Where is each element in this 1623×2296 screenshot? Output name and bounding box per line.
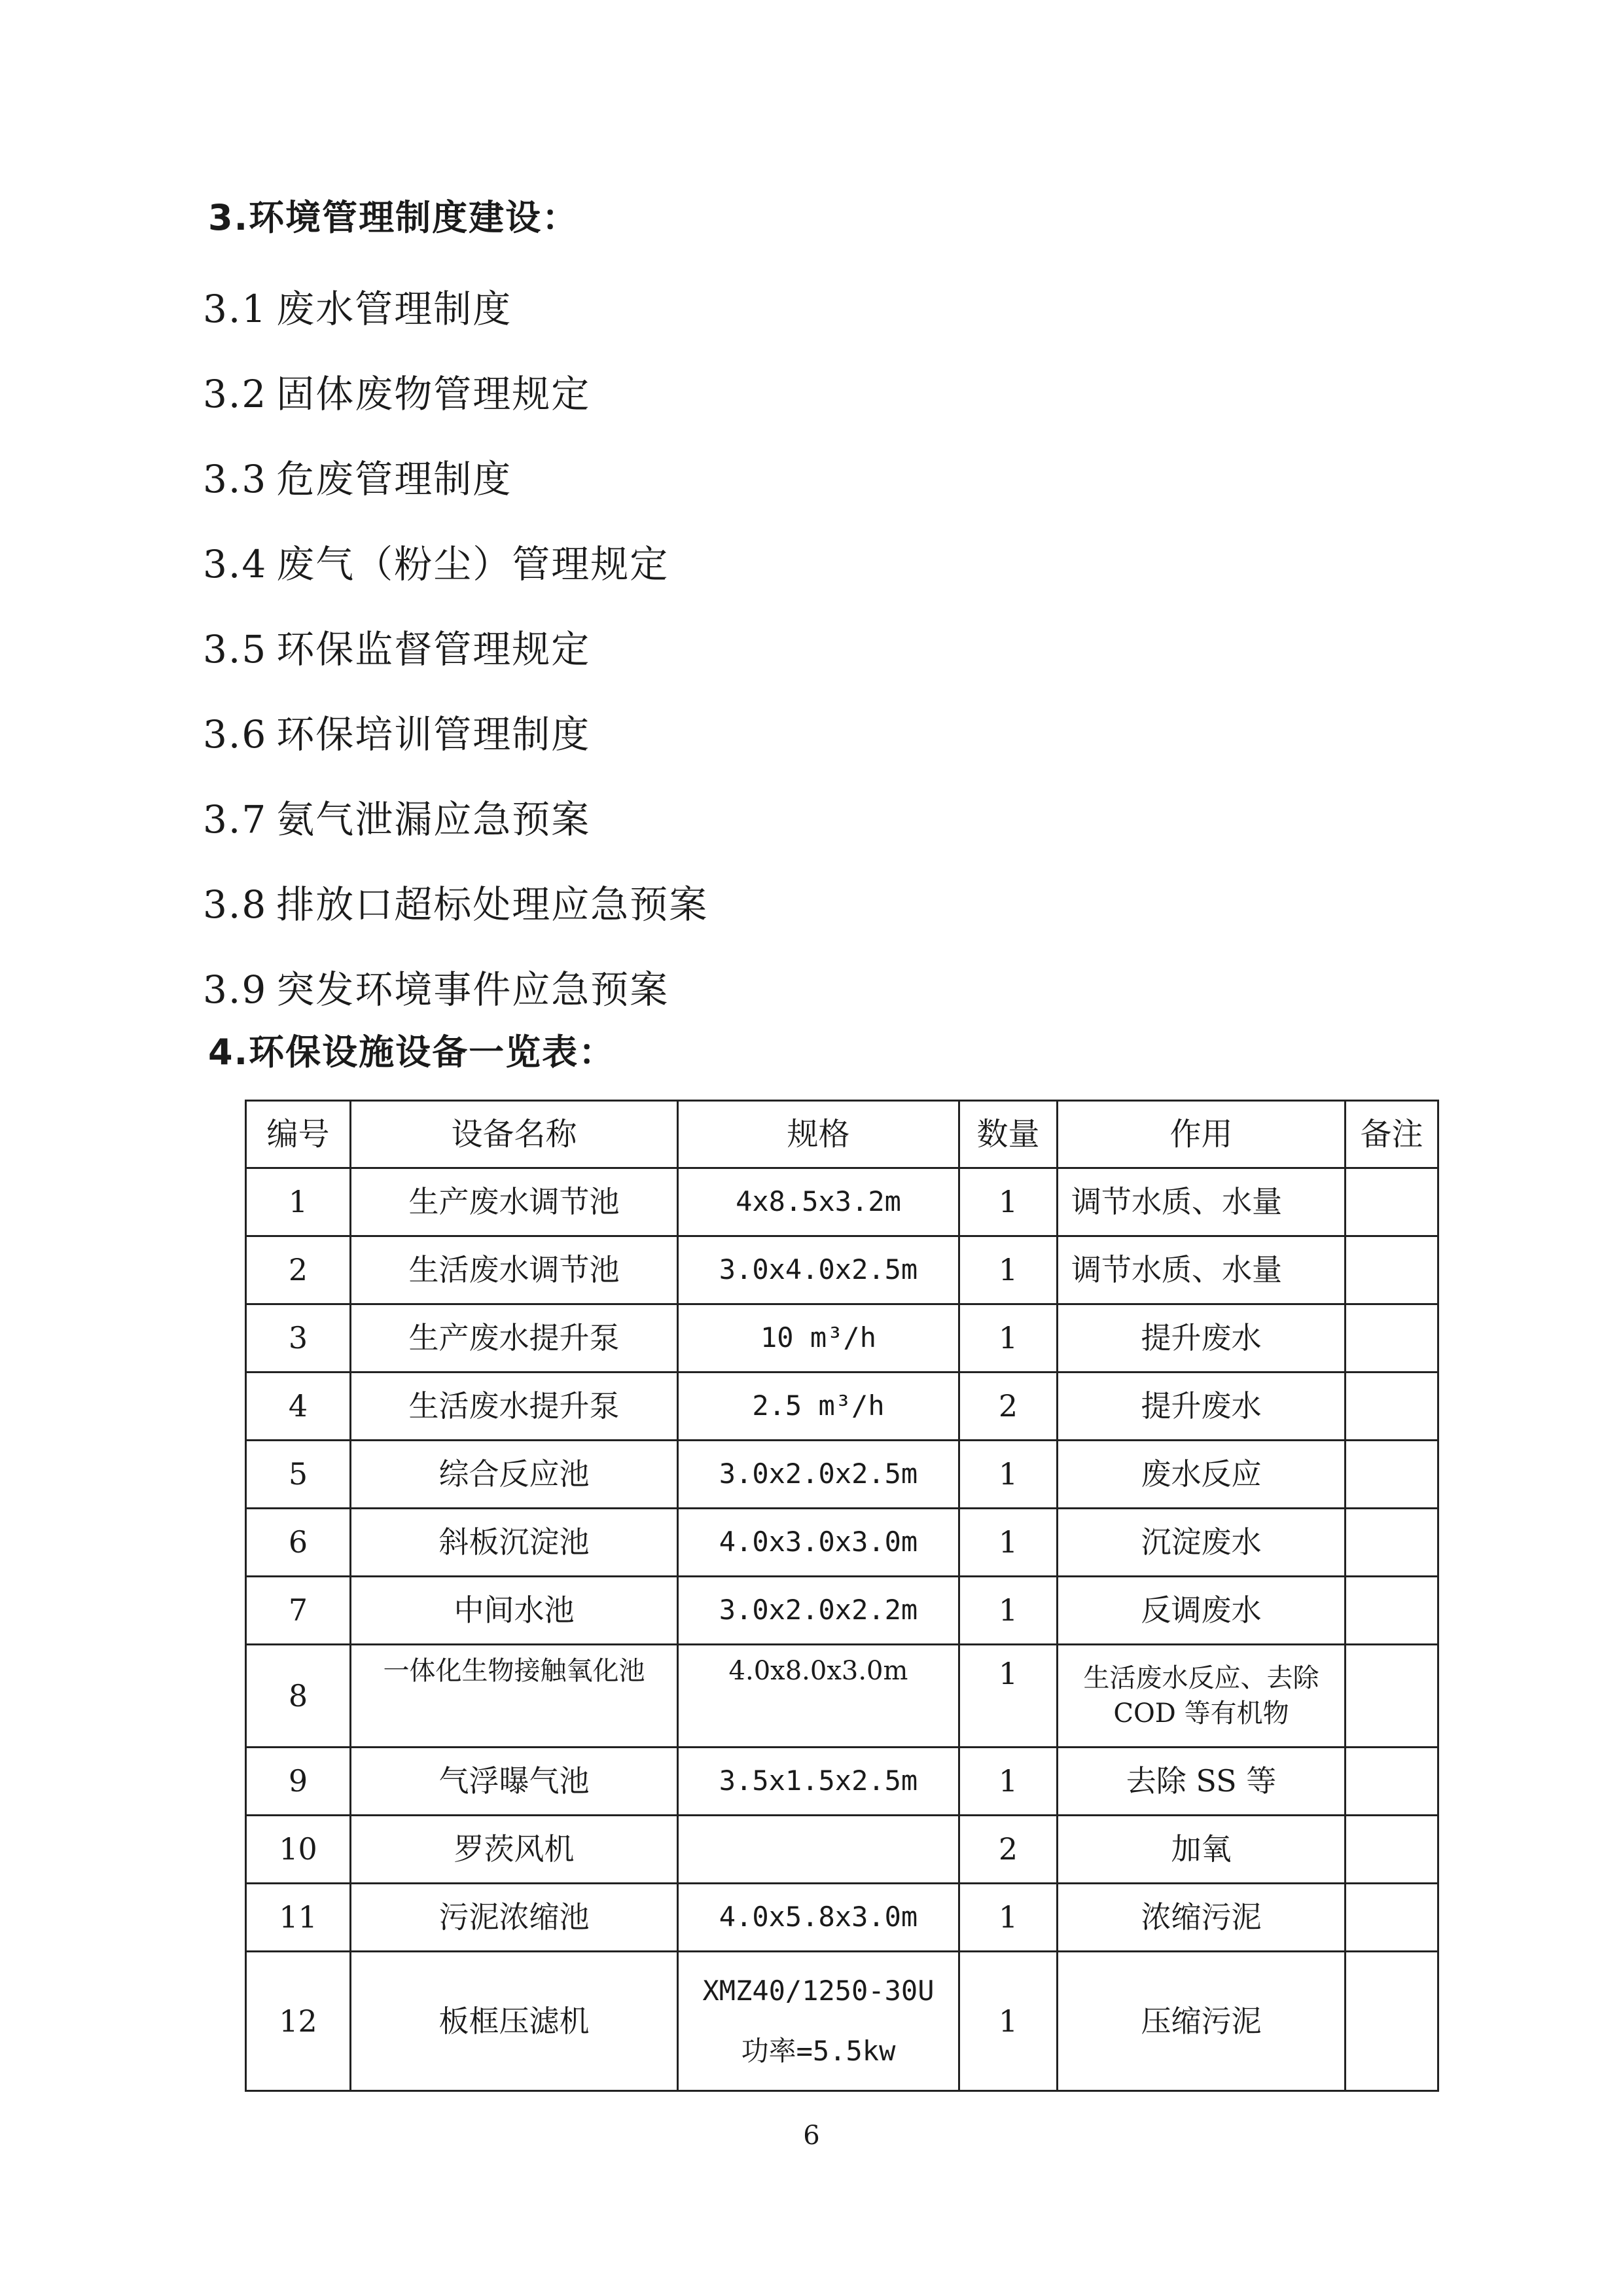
cell-number: 2 (246, 1236, 351, 1304)
item-number: 3.3 (203, 457, 268, 501)
cell-function: 提升废水 (1058, 1372, 1346, 1441)
cell-quantity: 1 (959, 1577, 1058, 1645)
cell-quantity: 1 (959, 1168, 1058, 1236)
cell-note (1346, 1509, 1438, 1577)
cell-name: 中间水池 (351, 1577, 678, 1645)
cell-note (1346, 1645, 1438, 1748)
item-number: 3.2 (203, 372, 268, 416)
table-row (246, 1577, 1438, 1645)
item-text: 环保监督管理规定 (276, 627, 591, 672)
cell-function: 提升废水 (1058, 1304, 1346, 1372)
cell-quantity: 2 (959, 1816, 1058, 1884)
cell-note (1346, 1816, 1438, 1884)
table-row (246, 1236, 1438, 1304)
cell-note (1346, 1304, 1438, 1372)
cell-quantity: 1 (959, 1884, 1058, 1952)
cell-spec: 10 m³/h (678, 1304, 959, 1372)
cell-quantity: 1 (959, 1645, 1058, 1748)
cell-quantity: 1 (959, 1952, 1058, 2091)
item-text: 危废管理制度 (276, 457, 512, 501)
cell-number: 6 (246, 1509, 351, 1577)
cell-name: 生产废水提升泵 (351, 1304, 678, 1372)
cell-name: 一体化生物接触氧化池 (351, 1645, 678, 1748)
header-note: 备注 (1346, 1101, 1438, 1168)
section-item (203, 789, 590, 844)
item-text: 排放口超标处理应急预案 (276, 882, 709, 927)
header-spec: 规格 (678, 1101, 959, 1168)
cell-name: 罗茨风机 (351, 1816, 678, 1884)
cell-number: 10 (246, 1816, 351, 1884)
item-number: 3.4 (203, 542, 268, 586)
table-row (246, 1748, 1438, 1816)
item-text: 突发环境事件应急预案 (276, 967, 669, 1012)
cell-spec: 3.0x4.0x2.5m (678, 1236, 959, 1304)
cell-name: 斜板沉淀池 (351, 1509, 678, 1577)
cell-spec: 3.0x2.0x2.5m (678, 1441, 959, 1509)
cell-function-line2: COD 等有机物 (1113, 1698, 1289, 1729)
cell-function: 去除 SS 等 (1058, 1748, 1346, 1816)
item-text: 氨气泄漏应急预案 (276, 797, 591, 842)
cell-function-line1: 生活废水反应、去除 (1083, 1663, 1319, 1693)
item-text: 固体废物管理规定 (276, 372, 591, 416)
cell-spec: 3.5x1.5x2.5m (678, 1748, 959, 1816)
cell-function (1058, 1645, 1346, 1748)
cell-spec-line1: XMZ40/1250-30U (702, 1974, 935, 2007)
cell-quantity: 1 (959, 1236, 1058, 1304)
cell-name: 生活废水调节池 (351, 1236, 678, 1304)
cell-function: 调节水质、水量 (1058, 1236, 1346, 1304)
cell-spec: 4.0x3.0x3.0m (678, 1509, 959, 1577)
cell-quantity: 1 (959, 1304, 1058, 1372)
cell-note (1346, 1372, 1438, 1441)
cell-number: 12 (246, 1952, 351, 2091)
section-item (203, 619, 590, 673)
item-number: 3.5 (203, 627, 268, 672)
section-item (203, 278, 512, 333)
section-4-heading: 4.环保设施设备一览表： (208, 1031, 616, 1073)
cell-quantity: 2 (959, 1372, 1058, 1441)
cell-spec (678, 1952, 959, 2091)
item-number: 3.9 (203, 967, 268, 1012)
section-item (203, 363, 590, 418)
page-number: 6 (803, 2121, 820, 2151)
cell-function: 浓缩污泥 (1058, 1884, 1346, 1952)
cell-function: 加氧 (1058, 1816, 1346, 1884)
cell-spec: 4x8.5x3.2m (678, 1168, 959, 1236)
header-number: 编号 (246, 1101, 351, 1168)
item-number: 3.7 (203, 797, 268, 842)
table-row (246, 1645, 1438, 1748)
cell-quantity: 1 (959, 1509, 1058, 1577)
cell-note (1346, 1748, 1438, 1816)
table-row (246, 1372, 1438, 1441)
section-item (203, 959, 669, 1014)
section-item (203, 704, 590, 759)
cell-note (1346, 1168, 1438, 1236)
cell-note (1346, 1577, 1438, 1645)
cell-quantity: 1 (959, 1441, 1058, 1509)
table-row (246, 1509, 1438, 1577)
cell-note (1346, 1884, 1438, 1952)
item-text: 废气（粉尘）管理规定 (276, 542, 669, 586)
cell-number: 3 (246, 1304, 351, 1372)
cell-function: 压缩污泥 (1058, 1952, 1346, 2091)
cell-function: 反调废水 (1058, 1577, 1346, 1645)
table-row (246, 1952, 1438, 2091)
cell-name: 生产废水调节池 (351, 1168, 678, 1236)
cell-spec: 2.5 m³/h (678, 1372, 959, 1441)
cell-number: 8 (246, 1645, 351, 1748)
cell-function: 沉淀废水 (1058, 1509, 1346, 1577)
cell-name: 综合反应池 (351, 1441, 678, 1509)
section-item (203, 533, 669, 588)
cell-note (1346, 1236, 1438, 1304)
cell-spec: 3.0x2.0x2.2m (678, 1577, 959, 1645)
table-row (246, 1168, 1438, 1236)
cell-function: 调节水质、水量 (1058, 1168, 1346, 1236)
section-3-heading: 3.环境管理制度建设： (208, 197, 579, 238)
cell-spec-line2: 功率=5.5kw (741, 2035, 896, 2067)
table-row (246, 1884, 1438, 1952)
item-text: 废水管理制度 (276, 287, 512, 331)
cell-spec: 4.0x8.0x3.0m (678, 1645, 959, 1748)
cell-number: 4 (246, 1372, 351, 1441)
cell-name: 生活废水提升泵 (351, 1372, 678, 1441)
cell-name: 气浮曝气池 (351, 1748, 678, 1816)
cell-number: 11 (246, 1884, 351, 1952)
cell-number: 9 (246, 1748, 351, 1816)
cell-name: 污泥浓缩池 (351, 1884, 678, 1952)
section-item (203, 874, 708, 929)
header-equipment-name: 设备名称 (351, 1101, 678, 1168)
cell-number: 5 (246, 1441, 351, 1509)
cell-number: 7 (246, 1577, 351, 1645)
header-function: 作用 (1058, 1101, 1346, 1168)
cell-spec (678, 1816, 959, 1884)
item-number: 3.8 (203, 882, 268, 927)
cell-note (1346, 1952, 1438, 2091)
table-row (246, 1441, 1438, 1509)
section-item (203, 448, 512, 503)
cell-function: 废水反应 (1058, 1441, 1346, 1509)
cell-number: 1 (246, 1168, 351, 1236)
item-text: 环保培训管理制度 (276, 712, 591, 757)
equipment-table (245, 1100, 1439, 2092)
item-number: 3.1 (203, 287, 268, 331)
item-number: 3.6 (203, 712, 268, 757)
cell-spec: 4.0x5.8x3.0m (678, 1884, 959, 1952)
table-header-row (246, 1101, 1438, 1168)
cell-name: 板框压滤机 (351, 1952, 678, 2091)
header-quantity: 数量 (959, 1101, 1058, 1168)
table-row (246, 1816, 1438, 1884)
cell-note (1346, 1441, 1438, 1509)
table-row (246, 1304, 1438, 1372)
cell-quantity: 1 (959, 1748, 1058, 1816)
